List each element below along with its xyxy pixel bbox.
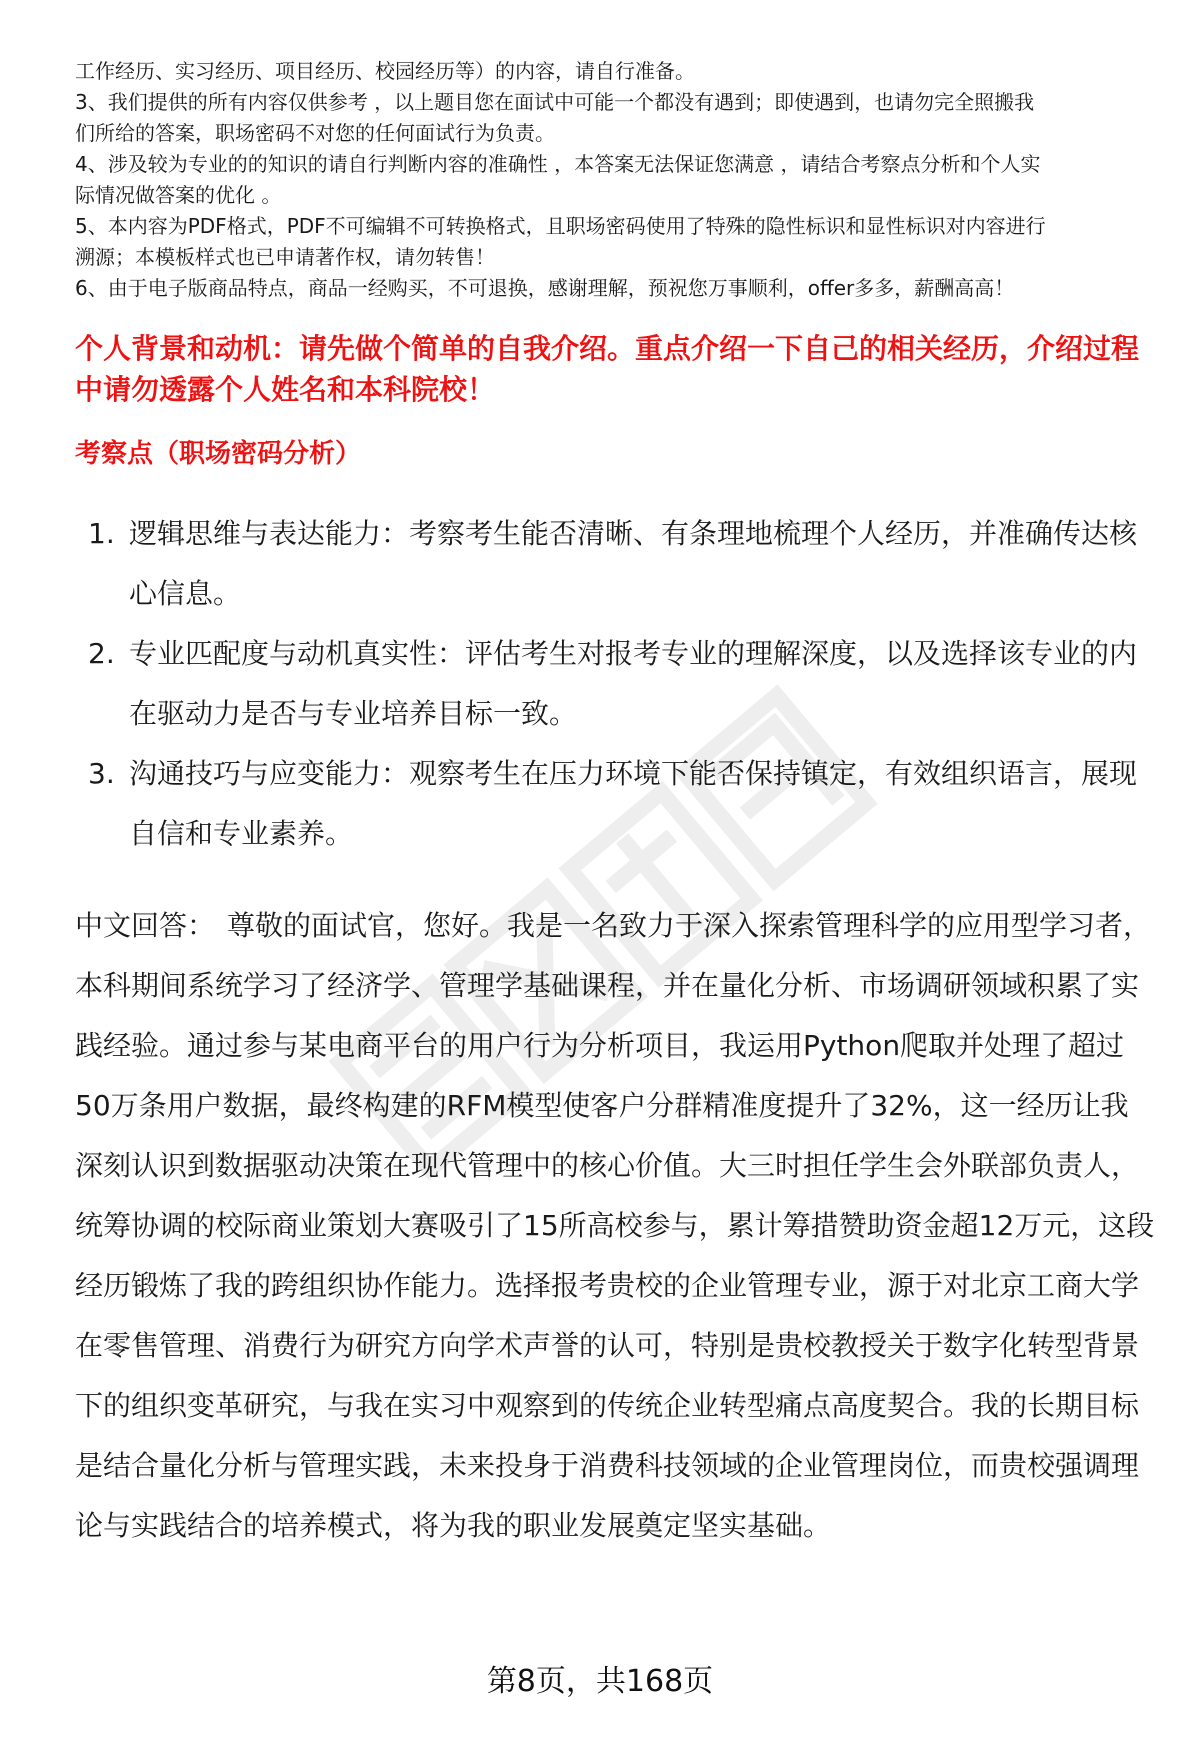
analysis-point [75,744,1155,864]
point-number: 1. [88,517,115,550]
question-heading: 个人背景和动机：请先做个简单的自我介绍。重点介绍一下自己的相关经历，介绍过程中请勿透露个人姓名和本科院校！ [75,332,1140,406]
answer-paragraph [75,896,1155,1556]
analysis-point [75,504,1155,624]
document-page [75,56,1155,1556]
note-line: 们所给的答案，职场密码不对您的任何面试行为负责。 [75,121,555,145]
note-line: 4、涉及较为专业的的知识的请自行判断内容的准确性 ，本答案无法保证您满意 ，请结合考察点分析和个人实 [75,152,1041,176]
note-line: 际情况做答案的优化 。 [75,183,282,207]
point-text: 专业匹配度与动机真实性：评估考生对报考专业的理解深度，以及选择该专业的内在驱动力是否与专业培养目标一致。 [129,637,1138,730]
point-text: 逻辑思维与表达能力：考察考生能否清晰、有条理地梳理个人经历，并准确传达核心信息。 [129,517,1138,610]
analysis-heading: 考察点（职场密码分析） [75,439,362,469]
page-footer: 第8页，共168页 [486,1664,714,1699]
point-text: 沟通技巧与应变能力：观察考生在压力环境下能否保持镇定，有效组织语言，展现自信和专业素养。 [129,757,1138,850]
note-line: 5、本内容为PDF格式，PDF不可编辑不可转换格式，且职场密码使用了特殊的隐性标识和显性标识对内容进行 [75,214,1046,238]
note-line: 6、由于电子版商品特点，商品一经购买，不可退换，感谢理解，预祝您万事顺利，offer多多，薪酬高高！ [75,276,1015,300]
answer-text: 尊敬的面试官，您好。我是一名致力于深入探索管理科学的应用型学习者，本科期间系统学习了经济学、管理学基础课程，并在量化分析、市场调研领域积累了实践经验。通过参与某电商平台的用户行为分析项目，我运用Python爬取并处理了超过50万条用户数据，最终构建的RFM模型使客户分群精准度提升了32%，这一经历让我深刻认识到数据驱动决策在现代管理中的核心价值。大三时担任学生会外联部负责人，统筹协调的校际商业策划大赛吸引了15所高校参与，累计筹措赞助资金超12万元，这段经历锻炼了我的跨组织协作能力。选择报考贵校的企业管理专业，源于对北京工商大学在零售管理、消费行为研究方向学术声誉的认可，特别是贵校教授关于数字化转型背景下的组织变革研究，与我在实习中观察到的传统企业转型痛点高度契合。我的长期目标是结合量化分析与管理实践，未来投身于消费科技领域的企业管理岗位，而贵校强调理论与实践结合的培养模式，将为我的职业发展奠定坚实基础。 [75,909,1155,1542]
analysis-points-list [75,504,1155,864]
notes-section [75,56,1155,304]
answer-label: 中文回答： [75,909,216,942]
note-line: 3、我们提供的所有内容仅供参考 ，以上题目您在面试中可能一个都没有遇到；即使遇到，也请勿完全照搬我 [75,90,1035,114]
note-line: 溯源；本模板样式也已申请著作权，请勿转售！ [75,245,495,269]
point-number: 3. [88,757,115,790]
note-line: 工作经历、实习经历、项目经历、校园经历等）的内容，请自行准备。 [75,59,695,83]
point-number: 2. [88,637,115,670]
analysis-point [75,624,1155,744]
